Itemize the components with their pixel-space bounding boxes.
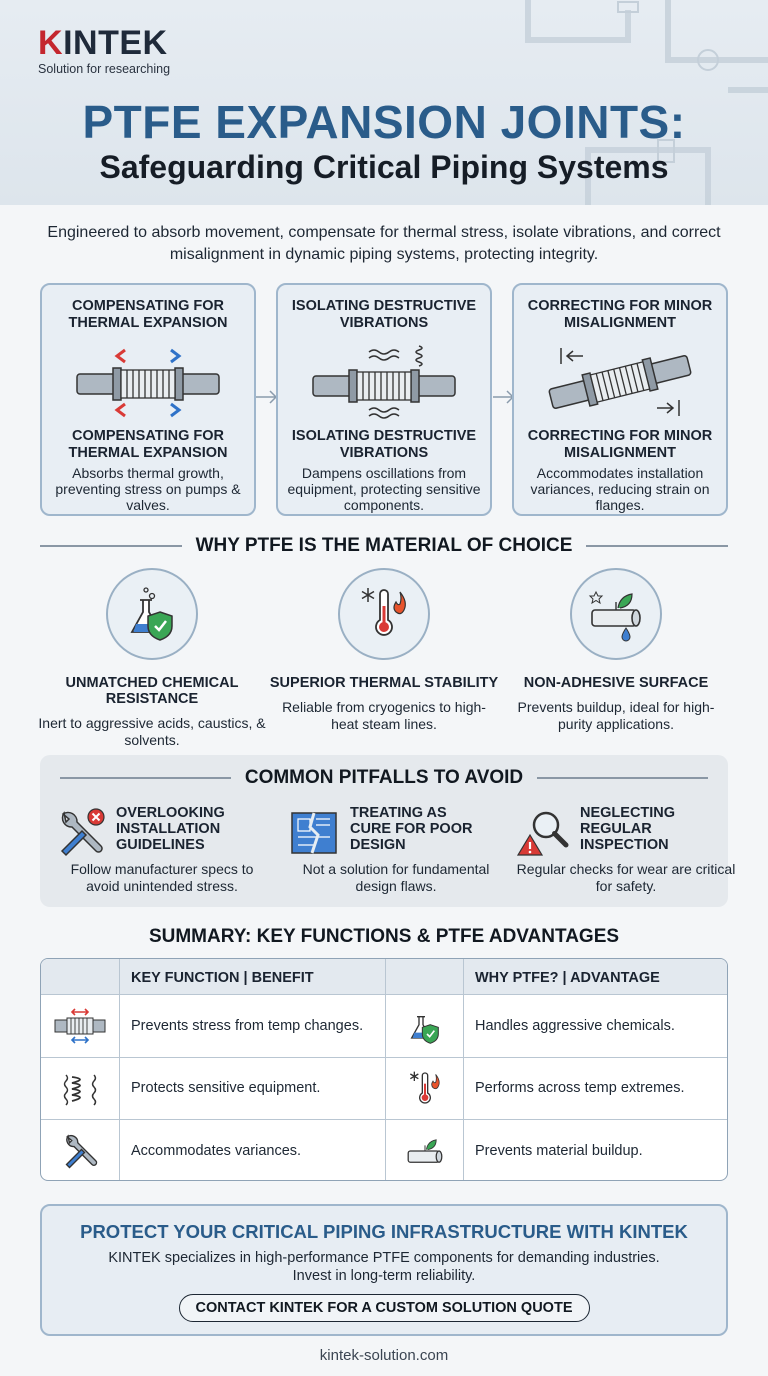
broken-blueprint-icon [286,805,342,861]
function-card-subtitle: COMPENSATING FOR THERMAL EXPANSION [68,428,228,461]
advantage-cell: Performs across temp extremes. [475,1080,685,1096]
wrench-screwdriver-icon [41,1120,119,1181]
benefit-cell: Protects sensitive equipment. [131,1080,321,1096]
material-section-heading: WHY PTFE IS THE MATERIAL OF CHOICE [40,535,728,557]
function-card-vibration [276,283,492,516]
pitfall-title: NEGLECTING REGULAR INSPECTION [580,805,676,853]
pipe-leaf-drop-icon [386,1120,463,1181]
thermal-expansion-joint-icon [41,995,119,1057]
function-card-desc: Dampens oscillations from equipment, protecting sensitive components. [287,465,481,513]
thermal-expansion-joint-icon [42,336,254,428]
function-card-title: ISOLATING DESTRUCTIVE VIBRATIONS [291,298,477,331]
advantage-cell: Handles aggressive chemicals. [475,1018,675,1034]
benefit-cell: Prevents stress from temp changes. [131,1018,364,1034]
flask-shield-icon [386,995,463,1057]
hero-banner [0,0,768,205]
table-header-advantage: WHY PTFE? | ADVANTAGE [475,970,660,986]
material-item-chemical [37,568,267,749]
material-item-title: UNMATCHED CHEMICAL RESISTANCE [65,675,239,707]
material-item-title: NON-ADHESIVE SURFACE [523,675,709,691]
function-card-title: COMPENSATING FOR THERMAL EXPANSION [68,298,228,331]
function-card-subtitle: CORRECTING FOR MINOR MISALIGNMENT [527,428,713,461]
material-item-desc: Inert to aggressive acids, caustics, & solvents. [38,715,266,748]
magnifier-warning-icon [516,805,572,861]
cta-panel [40,1204,728,1336]
material-item-non-adhesive [501,568,731,733]
table-row [41,1057,728,1119]
wrench-screwdriver-error-icon [52,805,108,861]
function-card-desc: Accommodates installation variances, reducing strain on flanges. [530,465,710,513]
pitfall-desc: Follow manufacturer specs to avoid unintended stress. [70,861,254,894]
flask-shield-icon [106,568,198,660]
logo-tagline: Solution for researching [38,62,171,76]
arrow-right-icon [256,390,278,404]
footer-url[interactable]: kintek-solution.com [319,1347,449,1364]
pitfalls-panel [40,755,736,907]
table-row [41,1119,728,1181]
cta-heading: PROTECT YOUR CRITICAL PIPING INFRASTRUCTURE WITH KINTEK [80,1221,688,1242]
contact-quote-button[interactable]: CONTACT KINTEK FOR A CUSTOM SOLUTION QUOTE [179,1294,590,1322]
advantage-cell: Prevents material buildup. [475,1143,643,1159]
function-card-title: CORRECTING FOR MINOR MISALIGNMENT [527,298,713,331]
thermometer-snow-flame-icon [386,1058,463,1119]
kintek-logo[interactable] [38,26,170,76]
pitfall-desc: Not a solution for fundamental design flaws. [302,861,490,894]
table-header-function: KEY FUNCTION | BENEFIT [131,970,314,986]
function-card-misalignment [512,283,728,516]
material-item-desc: Reliable from cryogenics to high-heat steam lines. [282,699,486,732]
summary-heading: SUMMARY: KEY FUNCTIONS & PTFE ADVANTAGES [148,926,620,947]
function-card-desc: Absorbs thermal growth, preventing stress on pumps & valves. [55,465,241,513]
pitfall-title: OVERLOOKING INSTALLATION GUIDELINES [116,805,225,853]
function-card-thermal [40,283,256,516]
cta-body: KINTEK specializes in high-performance PTFE components for demanding industries. Invest in long-term reliability. [108,1250,660,1284]
vibration-joint-icon [278,336,490,428]
misalignment-joint-icon [514,336,726,428]
pitfall-desc: Regular checks for wear are critical for safety. [516,861,736,894]
pitfall-title: TREATING AS CURE FOR POOR DESIGN [350,805,473,853]
benefit-cell: Accommodates variances. [131,1143,302,1159]
material-item-thermal [269,568,499,733]
table-row [41,994,728,1057]
material-item-title: SUPERIOR THERMAL STABILITY [269,675,499,691]
material-item-desc: Prevents buildup, ideal for high-purity applications. [517,699,715,732]
page-title: PTFE EXPANSION JOINTS: [82,96,686,148]
pitfalls-heading: COMMON PITFALLS TO AVOID [60,767,708,789]
summary-table [40,958,728,1181]
pipe-leaf-drop-icon [570,568,662,660]
intro-text: Engineered to absorb movement, compensate for thermal stress, isolate vibrations, and correct misalignment in dynamic piping systems, protecting integrity. [47,224,721,263]
page-subtitle: Safeguarding Critical Piping Systems [99,149,669,185]
logo-wordmark: KINTEK [38,24,168,62]
thermometer-snow-flame-icon [338,568,430,660]
function-card-subtitle: ISOLATING DESTRUCTIVE VIBRATIONS [291,428,477,461]
spring-vibration-icon [41,1058,119,1119]
